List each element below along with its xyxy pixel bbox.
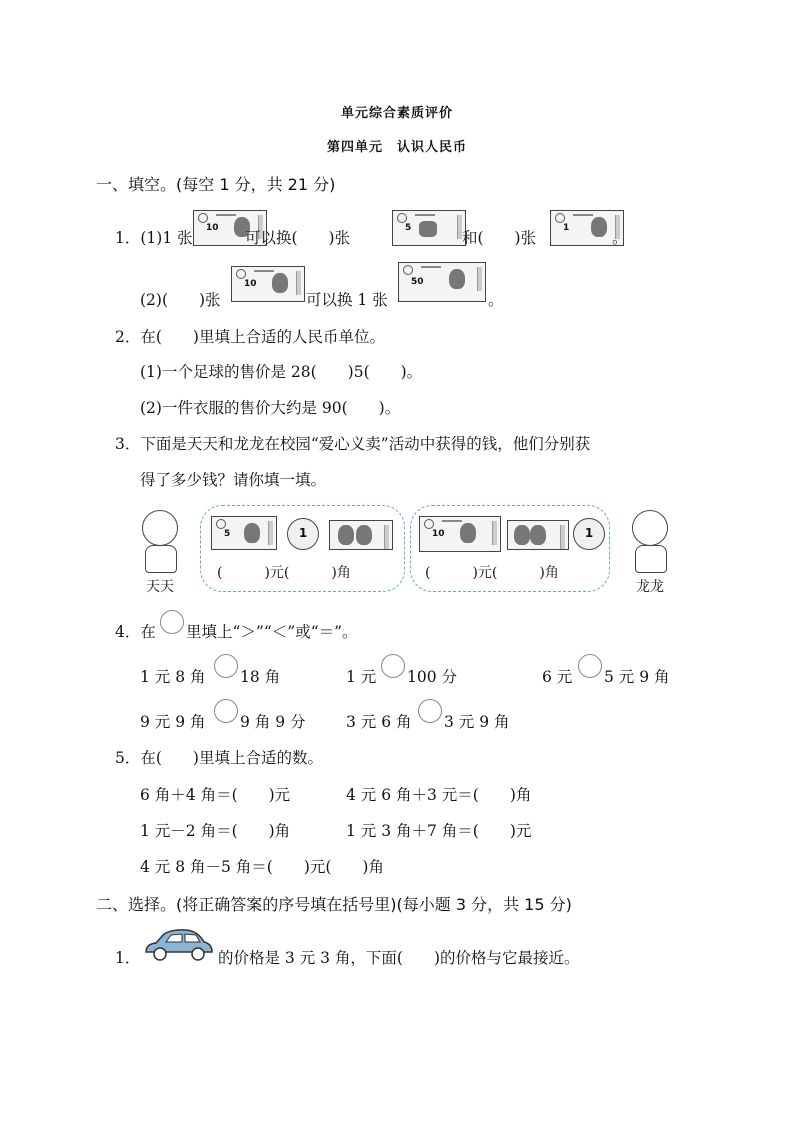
banknote-10-image: 10 [193,210,267,246]
compare3-circle[interactable] [578,654,602,678]
tiantian-answer-blank[interactable]: ( )元( )角 [217,565,351,581]
compare4-circle[interactable] [214,699,238,723]
banknote-small-image [329,520,393,550]
compare5-right: 3 元 9 角 [444,713,510,731]
speech-bubble-tiantian [200,505,405,592]
compare1-right: 18 角 [240,668,281,686]
compare5-circle[interactable] [418,699,442,723]
section-heading-fill: 一、填空。(每空 1 分，共 21 分) [96,175,336,194]
section-heading-choice: 二、选择。(将正确答案的序号填在括号里)(每小题 3 分，共 15 分) [96,895,572,914]
banknote-small-image [507,520,569,550]
q1-text-c: 和( )张 [462,229,537,247]
kid-longlong-head [632,510,668,546]
q5-row2-b: 1 元 3 角＋7 角＝( )元 [346,822,532,840]
banknote-5-image: 5 [392,210,466,246]
coin-1-yuan-image: 1 [287,518,319,550]
banknote-50-image: 50 [398,262,486,302]
q5-row1-a: 6 角＋4 角＝( )元 [140,786,291,804]
q3-stem-line2: 得了多少钱？请你填一填。 [140,471,327,489]
q5-stem: 5．在( )里填上合适的数。 [115,749,323,767]
choice-q1-number: 1． [115,949,141,967]
toy-car-image [142,926,216,966]
q4-stem-a: 4．在 [115,623,156,641]
q5-row1-b: 4 元 6 角＋3 元＝( )角 [346,786,532,804]
q3-stem-line1: 3．下面是天天和龙龙在校园“爱心义卖”活动中获得的钱，他们分别获 [115,435,591,453]
banknote-10-image: 10 [231,266,305,302]
kid-name-tiantian: 天天 [146,579,174,595]
compare4-right: 9 角 9 分 [240,713,306,731]
page-title: 单元综合素质评价 [340,106,453,121]
q4-stem-b: 里填上“＞”“＜”或“＝”。 [186,623,358,641]
q1-text-a: 1．(1)1 张 [115,229,193,247]
longlong-answer-blank[interactable]: ( )元( )角 [425,565,559,581]
compare1-left: 1 元 8 角 [140,668,206,686]
q1-part2-text-a: (2)( )张 [140,291,221,309]
compare1-circle[interactable] [214,654,238,678]
q1-part2-text-c: 。 [488,291,504,309]
banknote-5-image: 5 [211,516,277,550]
q1-text-d: 。 [612,229,628,247]
banknote-1-image: 1 [550,210,624,246]
q5-row3-a: 4 元 8 角－5 角＝( )元( )角 [140,858,384,876]
q2-part1: (1)一个足球的售价是 28( )5( )。 [140,363,423,381]
coin-1-yuan-image: 1 [573,518,605,550]
compare3-right: 5 元 9 角 [604,668,670,686]
choice-q1-text: 的价格是 3 元 3 角，下面( )的价格与它最接近。 [218,949,580,967]
compare5-left: 3 元 6 角 [346,713,412,731]
kid-name-longlong: 龙龙 [636,579,664,595]
banknote-10-image: 10 [419,516,501,552]
comparison-circle-example [160,610,184,634]
q5-row2-a: 1 元－2 角＝( )角 [140,822,291,840]
speech-bubble-longlong [410,505,610,592]
page-subtitle: 第四单元 认识人民币 [326,140,467,155]
q2-stem: 2．在( )里填上合适的人民币单位。 [115,328,385,346]
compare2-right: 100 分 [407,668,458,686]
q1-part2-text-b: 可以换 1 张 [306,291,388,309]
compare3-left: 6 元 [542,668,573,686]
kid-longlong-body [635,545,667,573]
q1-text-b: 可以换( )张 [245,229,351,247]
compare2-left: 1 元 [346,668,377,686]
q2-part2: (2)一件衣服的售价大约是 90( )。 [140,399,401,417]
compare4-left: 9 元 9 角 [140,713,206,731]
kid-tiantian-head [142,510,178,546]
kid-tiantian-body [145,545,177,573]
compare2-circle[interactable] [381,654,405,678]
